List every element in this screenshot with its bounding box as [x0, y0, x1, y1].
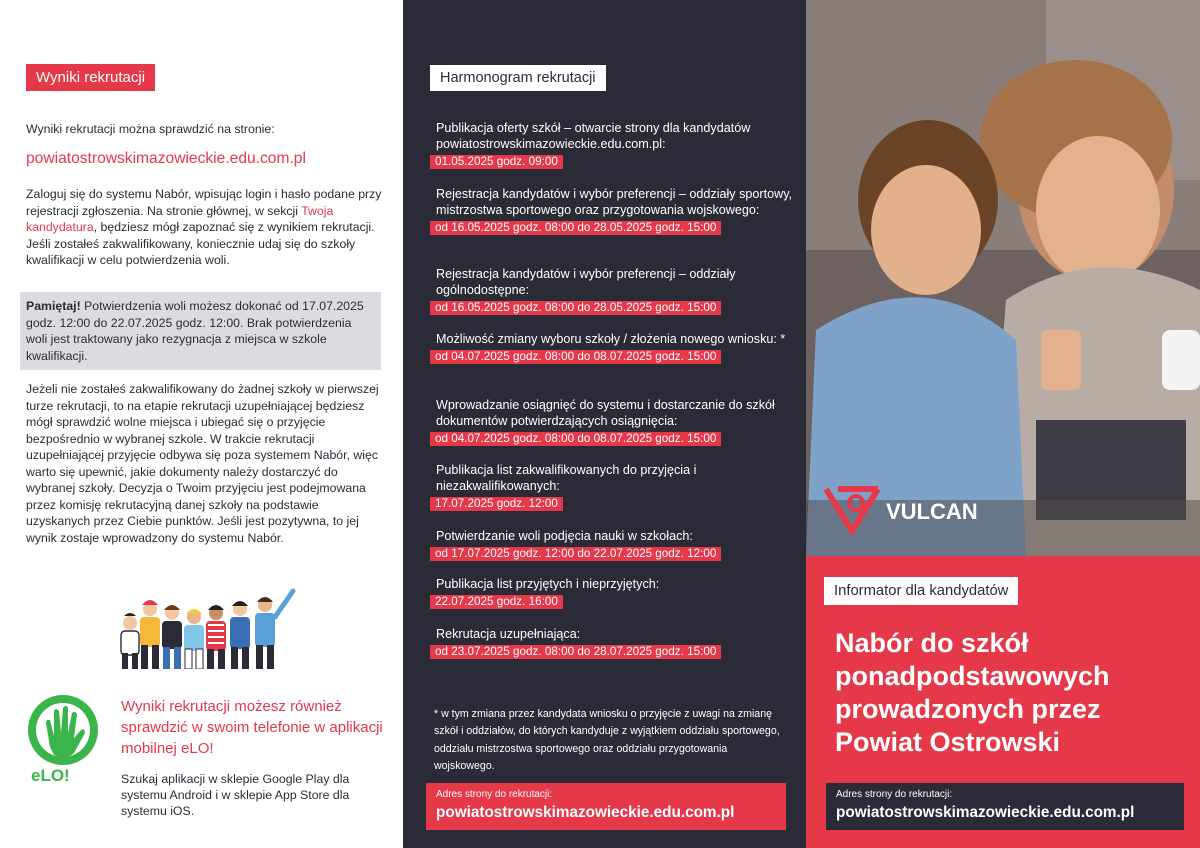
- schedule-item: Publikacja list zakwalifikowanych do przyjęcia i niezakwalifikowanych: 17.07.2025 godz. 12:00: [430, 462, 795, 512]
- recruitment-address-box: [426, 783, 786, 830]
- schedule-footnote: * w tym zmiana przez kandydata wniosku o przyjęcie z uwagi na zmianę szkół i oddziałów, do których kandyduje z wyjątkiem oddziału sportowego, oddziału mistrzostwa sportowego oraz oddziału przygotowania wojskowego.: [434, 708, 780, 773]
- vulcan-logo: [824, 483, 996, 535]
- student-figure: [255, 591, 293, 669]
- student-figure: [121, 613, 139, 669]
- results-intro: Wyniki rekrutacji można sprawdzić na stronie:: [26, 122, 275, 136]
- reminder-box: Pamiętaj! Potwierdzenia woli możesz dokonać od 17.07.2025 godz. 12:00 do 22.07.2025 godz. 12:00. Brak potwierdzenia woli jest traktowany jako rezygnacja z miejsca w szkole kwalifikacji.: [20, 292, 381, 370]
- elo-heading: Wyniki rekrutacji możesz również sprawdzić w swoim telefonie w aplikacji mobilnej eLO!: [121, 698, 383, 757]
- schedule-item: Wprowadzanie osiągnięć do systemu i dostarczanie do szkół dokumentów potwierdzających osiągnięcia: od 04.07.2025 godz. 08:00 do 08.07.2025 godz. 15:00: [430, 397, 795, 447]
- student-figure: [206, 605, 226, 669]
- schedule-item: Rekrutacja uzupełniająca: od 23.07.2025 godz. 08:00 do 28.07.2025 godz. 15:00: [430, 626, 795, 660]
- address-label: Adres strony do rekrutacji:: [836, 789, 953, 800]
- schedule-item: Rejestracja kandydatów i wybór preferencji – oddziały sportowy, mistrzostwa sportowego oraz przygotowania wojskowego: od 16.05.2025 godz. 08:00 do 28.05.2025 godz. 15:00: [430, 186, 795, 236]
- schedule-item: Potwierdzanie woli podjęcia nauki w szkołach: od 17.07.2025 godz. 12:00 do 22.07.2025 godz. 12:00: [430, 528, 795, 562]
- schedule-date: od 16.05.2025 godz. 08:00 do 28.05.2025 godz. 15:00: [430, 221, 721, 235]
- schedule-date: 22.07.2025 godz. 16:00: [430, 595, 563, 609]
- schedule-item: Publikacja list przyjętych i nieprzyjętych: 22.07.2025 godz. 16:00: [430, 576, 795, 610]
- address-label: Adres strony do rekrutacji:: [436, 789, 553, 800]
- schedule-date: 17.07.2025 godz. 12:00: [430, 497, 563, 511]
- cover-panel: [806, 0, 1200, 848]
- login-instructions: Zaloguj się do systemu Nabór, wpisując login i hasło podane przy rejestracji zgłoszenia. Na stronie głównej, w sekcji Twoja kandydatura, będziesz mógł zapoznać się z wynikiem rekrutacji. Jeśli zostałeś zakwalifikowany, koniecznie udaj się do szkoły kwalifikacji w celu potwierdzenia woli.: [26, 187, 382, 267]
- students-illustration: [110, 583, 310, 669]
- schedule-date: 01.05.2025 godz. 09:00: [430, 155, 563, 169]
- address-url-link[interactable]: powiatostrowskimazowieckie.edu.com.pl: [836, 804, 1135, 821]
- results-tag: Wyniki rekrutacji: [26, 64, 155, 91]
- schedule-tag: Harmonogram rekrutacji: [430, 65, 606, 91]
- schedule-date: od 04.07.2025 godz. 08:00 do 08.07.2025 godz. 15:00: [430, 432, 721, 446]
- not-qualified-text: Jeżeli nie zostałeś zakwalifikowany do żadnej szkoły w pierwszej turze rekrutacji, to na etapie rekrutacji uzupełniającej będziesz mógł sprawdzić wolne miejsca i ubiegać się o przyjęcie bezpośrednio w wybranej szkole. W trakcie rekrutacji uzupełniającej przyjęcie odbywa się poza systemem Nabór, więc warto się upewnić, jakie dokumenty należy dostarczyć do wybranej szkoły. Decyzja o Twoim przyjęciu jest podejmowana przez komisję rekrutacyjną danej szkoły na podstawie uzyskanych przez Ciebie punktów. Jeśli jest pozytywna, to jej wynik zostaje wprowadzony do systemu Nabór.: [26, 382, 379, 545]
- elo-store-text: Szukaj aplikacji w sklepie Google Play dla systemu Android i w sklepie App Store dla systemu iOS.: [121, 772, 350, 818]
- informator-tag: Informator dla kandydatów: [824, 577, 1018, 605]
- schedule-date: od 23.07.2025 godz. 08:00 do 28.07.2025 godz. 15:00: [430, 645, 721, 659]
- results-url-link[interactable]: powiatostrowskimazowieckie.edu.com.pl: [26, 150, 306, 167]
- mother-and-son-photo: [806, 0, 1200, 556]
- page-title: Nabór do szkół ponadpodstawowych prowadzonych przez Powiat Ostrowski: [835, 628, 1110, 757]
- student-figure: [162, 605, 182, 669]
- schedule-date: od 16.05.2025 godz. 08:00 do 28.05.2025 godz. 15:00: [430, 301, 721, 315]
- schedule-date: od 04.07.2025 godz. 08:00 do 08.07.2025 godz. 15:00: [430, 350, 721, 364]
- schedule-date: od 17.07.2025 godz. 12:00 do 22.07.2025 godz. 12:00: [430, 547, 721, 561]
- reminder-label: Pamiętaj!: [26, 299, 81, 313]
- vulcan-brand-text: VULCAN: [886, 499, 978, 524]
- your-candidacy-link[interactable]: Twoja kandydatura: [26, 203, 334, 234]
- address-url-link[interactable]: powiatostrowskimazowieckie.edu.com.pl: [436, 804, 735, 821]
- schedule-item: Publikacja oferty szkół – otwarcie strony dla kandydatów powiatostrowskimazowieckie.edu.com.pl: 01.05.2025 godz. 09:00: [430, 120, 795, 170]
- schedule-item: Możliwość zmiany wyboru szkoły / złożenia nowego wniosku: * od 04.07.2025 godz. 08:00 do 08.07.2025 godz. 15:00: [430, 331, 795, 365]
- elo-logo-text: eLO!: [31, 766, 70, 785]
- student-figure: [140, 600, 160, 669]
- recruitment-address-box-dark: [826, 783, 1184, 830]
- schedule-item: Rejestracja kandydatów i wybór preferencji – oddziały ogólnodostępne: od 16.05.2025 godz. 08:00 do 28.05.2025 godz. 15:00: [430, 266, 795, 316]
- student-figure: [230, 601, 250, 669]
- student-figure: [184, 609, 204, 669]
